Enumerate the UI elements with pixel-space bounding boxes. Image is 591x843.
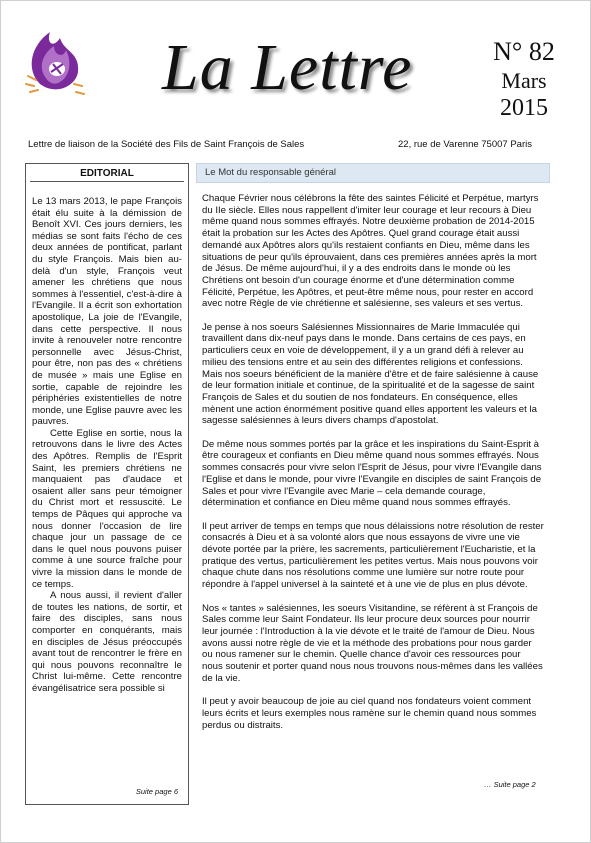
article-paragraph: Chaque Février nous célébrons la fête des saintes Félicité et Perpétue, martyrs du IIe siècle. Elles nous rappellent d'imiter leur courage et leur recours à Dieu même quand nous sommes effrayés. Notre deuxième probation de 2014-2015 était la probation sur les Actes des Apôtres. Quel grand courage était aussi demandé aux Apôtres alors qu'ils restaient confiants en Dieu, même dans les situations de peur qu'ils éprouvaient, dans ces premières années après la mort de Jésus. De même aujourd'hui, il y a des endroits dans le monde où les Chrétiens ont besoin d'un courage énorme et d'une détermination comme Félicité, Perpétue, les Apôtres, et peut-être même nous, pour rester en accord avec notre Règle de vie chrétienne et salésienne, ses valeurs et ses vertus. — [202, 193, 539, 310]
editorial-box — [25, 163, 189, 805]
address: 22, rue de Varenne 75007 Paris — [398, 139, 532, 150]
article-continued-link[interactable]: … Suite page 2 — [484, 780, 536, 789]
newsletter-subtitle: Lettre de liaison de la Société des Fils de Saint François de Sales — [28, 139, 305, 150]
editorial-paragraph: A nous aussi, il revient d'aller de toutes les nations, de sortir, et faire des disciples, sans nous comporter en conquérants, mais en disciples de Jésus préoccupés avant tout de rencontrer le frère en qui nous pouvons reconnaître le Christ lui-même. Cette rencontre évangélisatrice sera possible si — [32, 590, 182, 694]
main-article — [196, 163, 550, 743]
issue-number: N° 82 — [493, 37, 555, 66]
purple-flame-logo-icon — [20, 22, 92, 102]
article-paragraph: Je pense à nos soeurs Salésiennes Missionnaires de Marie Immaculée qui travaillent dans dix-neuf pays dans le monde. Dans certains de ces pays, en particuliers ceux en voie de développement, il y a un grand défi à relever au milieu des tensions entre et au sein des différentes religions et confessions. Mais nos soeurs bénéficient de la manière d'être et de faire salésienne à cause de leur formation initiale et continue, de la spiritualité et de la sagesse de saint François de Sales et du soutien de nos fondateurs. En conséquence, elles mènent une action énormément positive quand elles apportent les valeurs et la sagesse salésiennes à leurs divers champs d'apostolat. — [202, 321, 539, 427]
editorial-body — [32, 196, 182, 695]
article-paragraph: Il peut y avoir beaucoup de joie au ciel quand nos fondateurs voient comment leurs écrits et leurs exemples nous ramène sur le chemin quand nous sommes perdus ou distraits. — [202, 696, 537, 731]
issue-info — [470, 38, 578, 121]
editorial-paragraph: Le 13 mars 2013, le pape François était élu suite à la démission de Benoît XVI. Ces jours derniers, les médias se sont faits l'écho de ces deux années de pontificat, parlant du style François. Mais bien au-delà d'un style, François veut amener les chrétiens que nous sommes à l'essentiel, c'est-à-dire à l'Evangile. Il a écrit son exhortation apostolique, La joie de l'Evangile, dans cette perspective. Il nous invite à renouveler notre rencontre personnelle avec Jésus-Christ, pour être, non pas des « chrétiens de musée » mais une Eglise en sortie, capable de rejoindre les périphéries existentielles de notre monde, une Eglise pauvre avec les pauvres. — [32, 196, 182, 428]
issue-month: Mars — [501, 67, 547, 93]
article-banner: Le Mot du responsable général — [196, 163, 550, 183]
article-paragraph: Il peut arriver de temps en temps que nous délaissions notre résolution de rester consacrés à Dieu et à sa volonté alors que nous essayons de vivre une vie dévote portée par la prière, les sacrements, particulièrement l'Eucharistie, et la pratique des vertus, particulièrement les petites vertus. Mais nous pouvons voir chaque chute dans nos résolutions comme une lumière sur notre route pour répondre à l'appel universel à la sainteté et à une vie de plus en plus dévote. — [202, 520, 544, 591]
editorial-paragraph: Cette Eglise en sortie, nous la retrouvons dans le livre des Actes des Apôtres. Remplis de l'Esprit Saint, les premiers chrétiens ne manquaient pas d'audace et osaient aller sans peur témoigner du Christ mort et ressuscité. Le temps de Pâques qui approche va nous donner l'occasion de lire chaque jour un passage de ce dans le quel nous pouvons puiser comme à une source fraîche pour vivre la mission dans le monde de ce temps. — [32, 427, 182, 590]
article-body — [196, 193, 550, 731]
editorial-heading: EDITORIAL — [30, 167, 184, 182]
article-paragraph: De même nous sommes portés par la grâce et les inspirations du Saint-Esprit à être courageux et confiants en Dieu même quand nous sommes effrayés. Nous sommes consacrés pour vivre selon l'Esprit de Jésus, pour vivre l'Evangile dans l'Eglise et dans le monde, pour vivre l'Evangile en disciples de saint François de Sales et pour vivre l'Evangile avec Marie – cela demande courage, détermination et confiance en Dieu même quand nous sommes effrayés. — [202, 438, 542, 509]
editorial-continued-link[interactable]: Suite page 6 — [135, 787, 178, 796]
article-paragraph: Nos « tantes » salésiennes, les soeurs Visitandine, se réfèrent à st François de Sales comme leur Saint Fondateur. Ils leur procure deux sources pour nourrir leur journée : l'Introduction à la vie dévote et le traité de l'amour de Dieu. Nous avons aussi notre règle de vie et la méthode des probations pour nous garder ou nous ramener sur le chemin. Quelle chance d'avoir ces ressources pour nous soutenir et porter quand nous nous trouvons nous-mêmes dans les vallées de la vie. — [202, 602, 543, 684]
issue-year: 2015 — [500, 94, 548, 121]
newsletter-title: La Lettre — [162, 31, 413, 104]
